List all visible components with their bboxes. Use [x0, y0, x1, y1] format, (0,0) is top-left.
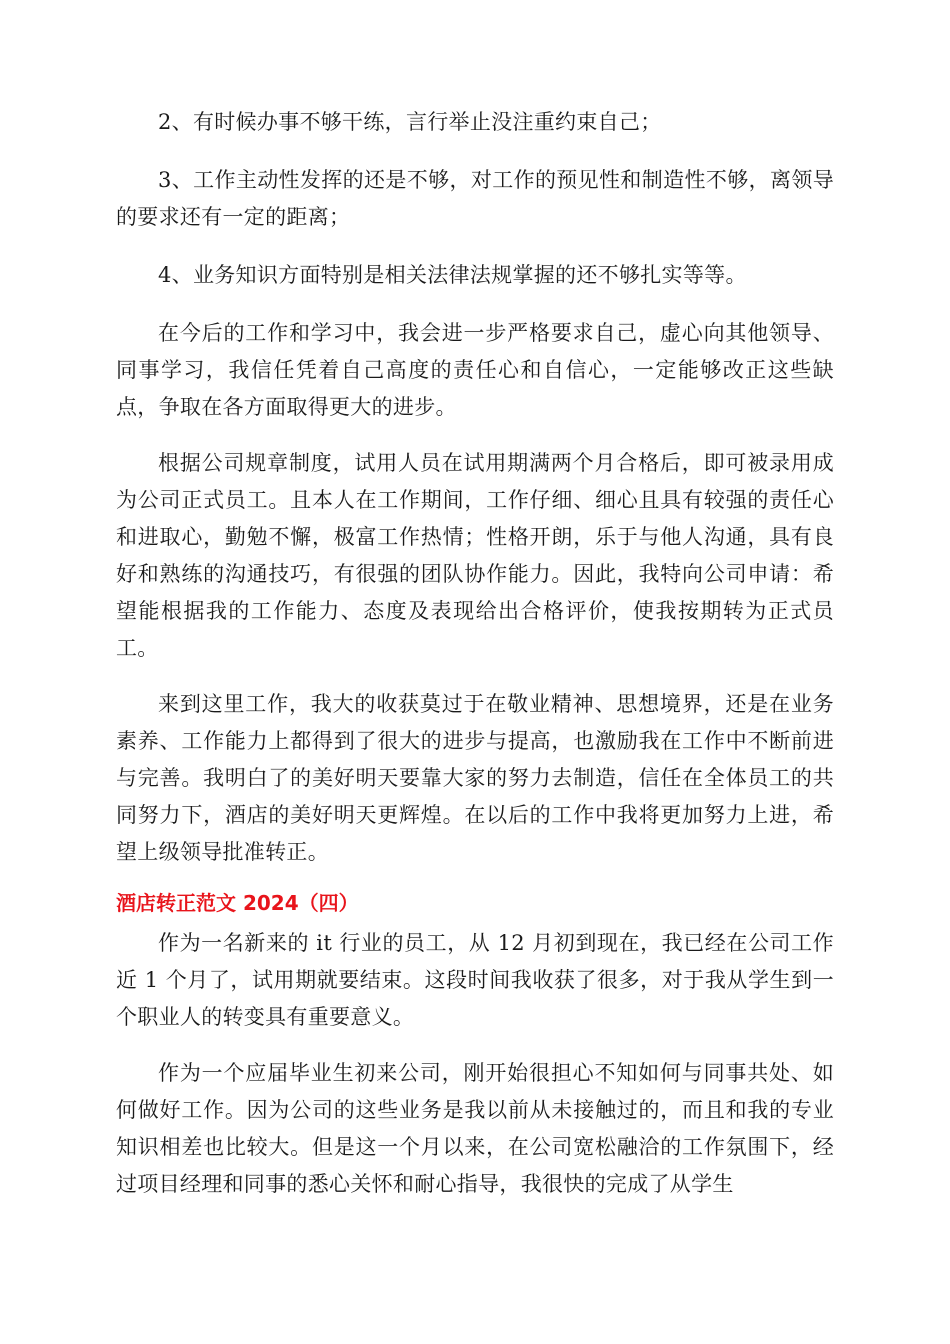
- list-item-2: 2、有时候办事不够干练，言行举止没注重约束自己；: [158, 110, 662, 134]
- body-paragraph-gains: 来到这里工作，我大的收获莫过于在敬业精神、思想境界，还是在业务素养、工作能力上都得到了很大的进步与提高，也激励我在工作中不断前进与完善。我明白了的美好明天要靠大家的努力去制造，信任在全体员工的共同努力下，酒店的美好明天更辉煌。在以后的工作中我将更加努力上进，希望上级领导批准转正。: [116, 692, 834, 864]
- body-paragraph-application: 根据公司规章制度，试用人员在试用期满两个月合格后，即可被录用成为公司正式员工。且本人在工作期间，工作仔细、细心且具有较强的责任心和进取心，勤勉不懈，极富工作热情；性格开朗，乐于与他人沟通，具有良好和熟练的沟通技巧，有很强的团队协作能力。因此，我特向公司申请：希望能根据我的工作能力、态度及表现给出合格评价，使我按期转为正式员工。: [116, 451, 834, 660]
- body-paragraph-graduate: 作为一个应届毕业生初来公司，刚开始很担心不知如何与同事共处、如何做好工作。因为公司的这些业务是我以前从未接触过的，而且和我的专业知识相差也比较大。但是这一个月以来，在公司宽松融洽的工作氛围下，经过项目经理和同事的悉心关怀和耐心指导，我很快的完成了从学生: [116, 1061, 834, 1196]
- body-paragraph-intro: 作为一名新来的 it 行业的员工，从 12 月初到现在，我已经在公司工作近 1 个月了，试用期就要结束。这段时间我收获了很多，对于我从学生到一个职业人的转变具有重要意义。: [116, 931, 834, 1029]
- list-item-3: 3、工作主动性发挥的还是不够，对工作的预见性和制造性不够，离领导的要求还有一定的距离；: [116, 168, 834, 229]
- body-paragraph-improvement: 在今后的工作和学习中，我会进一步严格要求自己，虚心向其他领导、同事学习，我信任凭着自己高度的责任心和自信心，一定能够改正这些缺点，争取在各方面取得更大的进步。: [116, 321, 834, 419]
- section-heading: 酒店转正范文 2024（四）: [116, 891, 359, 915]
- document-page: [116, 104, 834, 1203]
- list-item-4: 4、业务知识方面特别是相关法律法规掌握的还不够扎实等等。: [158, 263, 747, 287]
